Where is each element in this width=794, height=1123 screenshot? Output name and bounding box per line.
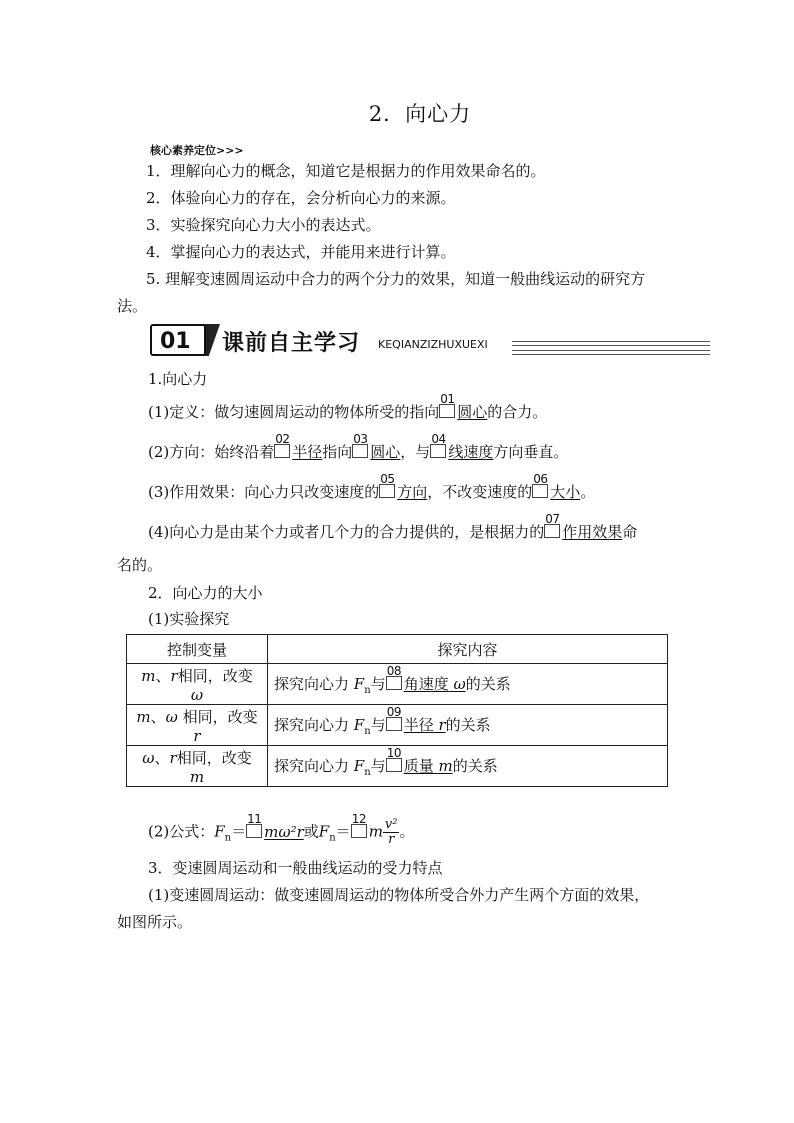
blank-03[interactable]: 03 圆心 <box>353 432 401 461</box>
source-line: (4)向心力是由某个力或者几个力的合力提供的，是根据力的 07 作用效果命 <box>148 512 638 541</box>
formula-line: (2)公式：$F_n=$ 11 mω²r或$F_n=$ 12 m $\frac{\text{v²}}{r}$ 。 <box>148 811 415 847</box>
answer-box: 03 <box>352 444 368 458</box>
core-item-3: 3．实验探究向心力大小的表达式。 <box>146 216 381 234</box>
blank-06[interactable]: 06 大小 <box>533 472 581 501</box>
effect-line: (3)作用效果：向心力只改变速度的 05 方向，不改变速度的 06 大小。 <box>148 472 596 501</box>
answer-box: 05 <box>379 484 395 498</box>
blank-07[interactable]: 07 作用效果 <box>545 512 623 541</box>
answer-box: 04 <box>430 444 446 458</box>
blank-12[interactable] <box>351 811 369 843</box>
core-item-2: 2．体验向心力的存在，会分析向心力的来源。 <box>146 189 456 207</box>
blank-08[interactable]: 08 角速度 ω <box>386 663 466 693</box>
core-item-5-cont: 法。 <box>117 297 148 315</box>
answer-box: 11 <box>246 824 262 838</box>
sec2-sub: (1)实验探究 <box>148 610 230 628</box>
blank-04[interactable]: 04 线速度 <box>431 432 494 461</box>
core-literacy-tag: 核心素养定位>>> <box>150 144 244 157</box>
direction-line: (2)方向：始终沿着 02 半径指向 03 圆心，与 04 线速度方向垂直。 <box>148 432 569 461</box>
table-cell-content: 探究向心力 $F_n$与 08 角速度 ω的关系 <box>268 664 668 705</box>
blank-05[interactable]: 05 方向 <box>380 472 428 501</box>
sec3-heading: 3．变速圆周运动和一般曲线运动的受力特点 <box>148 859 443 877</box>
table-cell-control: m、r相同，改变 ω <box>127 664 268 705</box>
blank-09[interactable]: 09 半径 r <box>386 704 446 734</box>
core-item-1: 1．理解向心力的概念，知道它是根据力的作用效果命名的。 <box>146 162 546 180</box>
banner-rules <box>512 341 710 355</box>
answer-box: 01 <box>439 404 455 418</box>
core-item-4: 4．掌握向心力的表达式，并能用来进行计算。 <box>146 243 456 261</box>
answer-box: 07 <box>544 524 560 538</box>
source-cont: 名的。 <box>117 556 163 574</box>
banner-title: 课前自主学习 <box>222 331 361 356</box>
answer-box: 12 <box>351 824 367 838</box>
experiment-table <box>126 634 668 787</box>
table-row <box>127 746 668 787</box>
fraction: $\frac{\text{v²}}{r}$ <box>384 817 398 847</box>
table-row <box>127 664 668 705</box>
sec3-paragraph: (1)变速圆周运动：做变速圆周运动的物体所受合外力产生两个方面的效果， <box>148 886 650 904</box>
sec2-heading: 2．向心力的大小 <box>148 584 263 602</box>
page-title: 2．向心力 <box>368 102 472 126</box>
blank-01[interactable]: 01 圆心 <box>440 392 488 421</box>
table-header-row <box>127 635 668 664</box>
table-cell-content: 探究向心力 $F_n$与 09 半径 r的关系 <box>268 705 668 746</box>
answer-box: 08 <box>386 676 402 690</box>
blank-10[interactable]: 10 质量 m <box>386 745 453 775</box>
def-line: (1)定义：做匀速圆周运动的物体所受的指向 01 圆心的合力。 <box>148 392 548 421</box>
blank-02[interactable]: 02 半径 <box>275 432 323 461</box>
sec1-heading: 1.向心力 <box>148 370 208 388</box>
table-cell-content: 探究向心力 $F_n$与 10 质量 m的关系 <box>268 746 668 787</box>
answer-box: 06 <box>532 484 548 498</box>
answer-box: 10 <box>386 758 402 772</box>
sec3-paragraph-cont: 如图所示。 <box>117 913 193 931</box>
table-cell-control: ω、r相同，改变 m <box>127 746 268 787</box>
banner-number: 01 <box>150 324 206 356</box>
table-header: 探究内容 <box>268 635 668 664</box>
banner-pinyin: KEQIANZIZHUXUEXI <box>378 338 488 351</box>
blank-11[interactable]: 11 mω²r <box>247 811 304 841</box>
table-cell-control: m、ω 相同，改变 r <box>127 705 268 746</box>
table-row <box>127 705 668 746</box>
section-banner <box>150 324 710 360</box>
table-header: 控制变量 <box>127 635 268 664</box>
answer-box: 02 <box>274 444 290 458</box>
answer-box: 09 <box>386 717 402 731</box>
core-item-5: 5. 理解变速圆周运动中合力的两个分力的效果，知道一般曲线运动的研究方 <box>146 270 646 288</box>
